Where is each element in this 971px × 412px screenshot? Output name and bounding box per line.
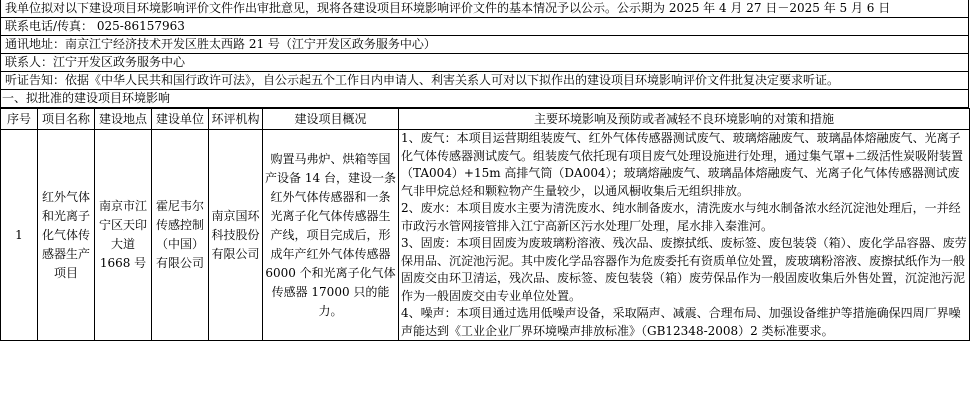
header-measures: 主要环境影响及预防或者减轻不良环境影响的对策和措施 (399, 109, 970, 130)
cell-overview: 购置马弗炉、烘箱等国产设备 14 台，建设一条红外气体传感器和一条光离子化气体传感器生产线，项目完成后，形成年产红外气体传感器 6000 个和光离子化气体传感器 17000 只的能力。 (263, 130, 399, 341)
table-row (1, 130, 970, 341)
notice-intro: 我单位拟对以下建设项目环境影响评价文件作出审批意见，现将各建设项目环境影响评价文件的基本情况予以公示。公示期为 2025 年 4 月 27 日－2025 年 5 月 6 日 (1, 0, 968, 18)
cell-agency: 南京国环科技股份有限公司 (209, 130, 263, 341)
cell-name: 红外气体和光离子化气体传感器生产项目 (38, 130, 95, 341)
cell-unit: 霍尼韦尔传感控制（中国）有限公司 (152, 130, 209, 341)
header-name: 项目名称 (38, 109, 95, 130)
cell-location: 南京市江宁区天印大道 1668 号 (95, 130, 152, 341)
header-location: 建设地点 (95, 109, 152, 130)
cell-no: 1 (1, 130, 38, 341)
header-unit: 建设单位 (152, 109, 209, 130)
hearing-notice: 听证告知：依据《中华人民共和国行政许可法》，自公示起五个工作日内申请人、利害关系人可对以下拟作出的建设项目环境影响评价文件批复决定要求听证。 (1, 72, 968, 90)
measure-wastewater: 2、废水：本项目废水主要为清洗废水、纯水制备废水，清洗废水与纯水制备浓水经沉淀池处理后，一并经市政污水管网接管排入江宁高新区污水处理厂处理，尾水排入秦淮河。 (401, 201, 961, 233)
section-title: 一、拟批准的建设项目环境影响 (0, 90, 969, 108)
contact-address: 通讯地址：南京江宁经济技术开发区胜太西路 21 号（江宁开发区政务服务中心） (1, 36, 968, 54)
measure-noise: 4、噪声：本项目通过选用低噪声设备，采取隔声、减震、合理布局、加强设备维护等措施确保四周厂界噪声能达到《工业企业厂界环境噪声排放标准》（GB12348-2008）2 类标准要求。 (401, 306, 961, 338)
projects-table (0, 108, 970, 341)
measure-solid-waste: 3、固废：本项目固废为废玻璃粉溶液、残次品、废擦拭纸、废标签、废包装袋（箱）、废化学品容器、废劳保用品、沉淀池污泥。其中废化学品容器作为危废委托有资质单位处置，废玻璃粉溶液、废擦拭纸作为一般固废交由环卫清运，残次品、废标签、废包装袋（箱）废劳保品作为一般固废收集后外售处置，沉淀池污泥作为一般固废交由专业单位处置。 (401, 236, 967, 303)
header-agency: 环评机构 (209, 109, 263, 130)
notice-block (0, 0, 969, 90)
table-header-row (1, 109, 970, 130)
header-no: 序号 (1, 109, 38, 130)
contact-phone: 联系电话/传真： 025-86157963 (1, 18, 968, 36)
header-overview: 建设项目概况 (263, 109, 399, 130)
measure-exhaust-gas: 1、废气：本项目运营期组装废气、红外气体传感器测试废气、玻璃熔融废气、玻璃晶体熔融废气、光离子化气体传感器测试废气。组装废气依托现有项目废气处理设施进行处理，通过集气罩+二级活性炭吸附装置（TA004）+15m 高排气筒（DA004）；玻璃熔融废气、玻璃晶体熔融废气、光离子化气体传感器测试废气非甲烷总烃和颗粒物产生量较少，以通风橱收集后无组织排放。 (401, 131, 964, 198)
contact-person: 联系人：江宁开发区政务服务中心 (1, 54, 968, 72)
cell-measures (399, 130, 970, 341)
